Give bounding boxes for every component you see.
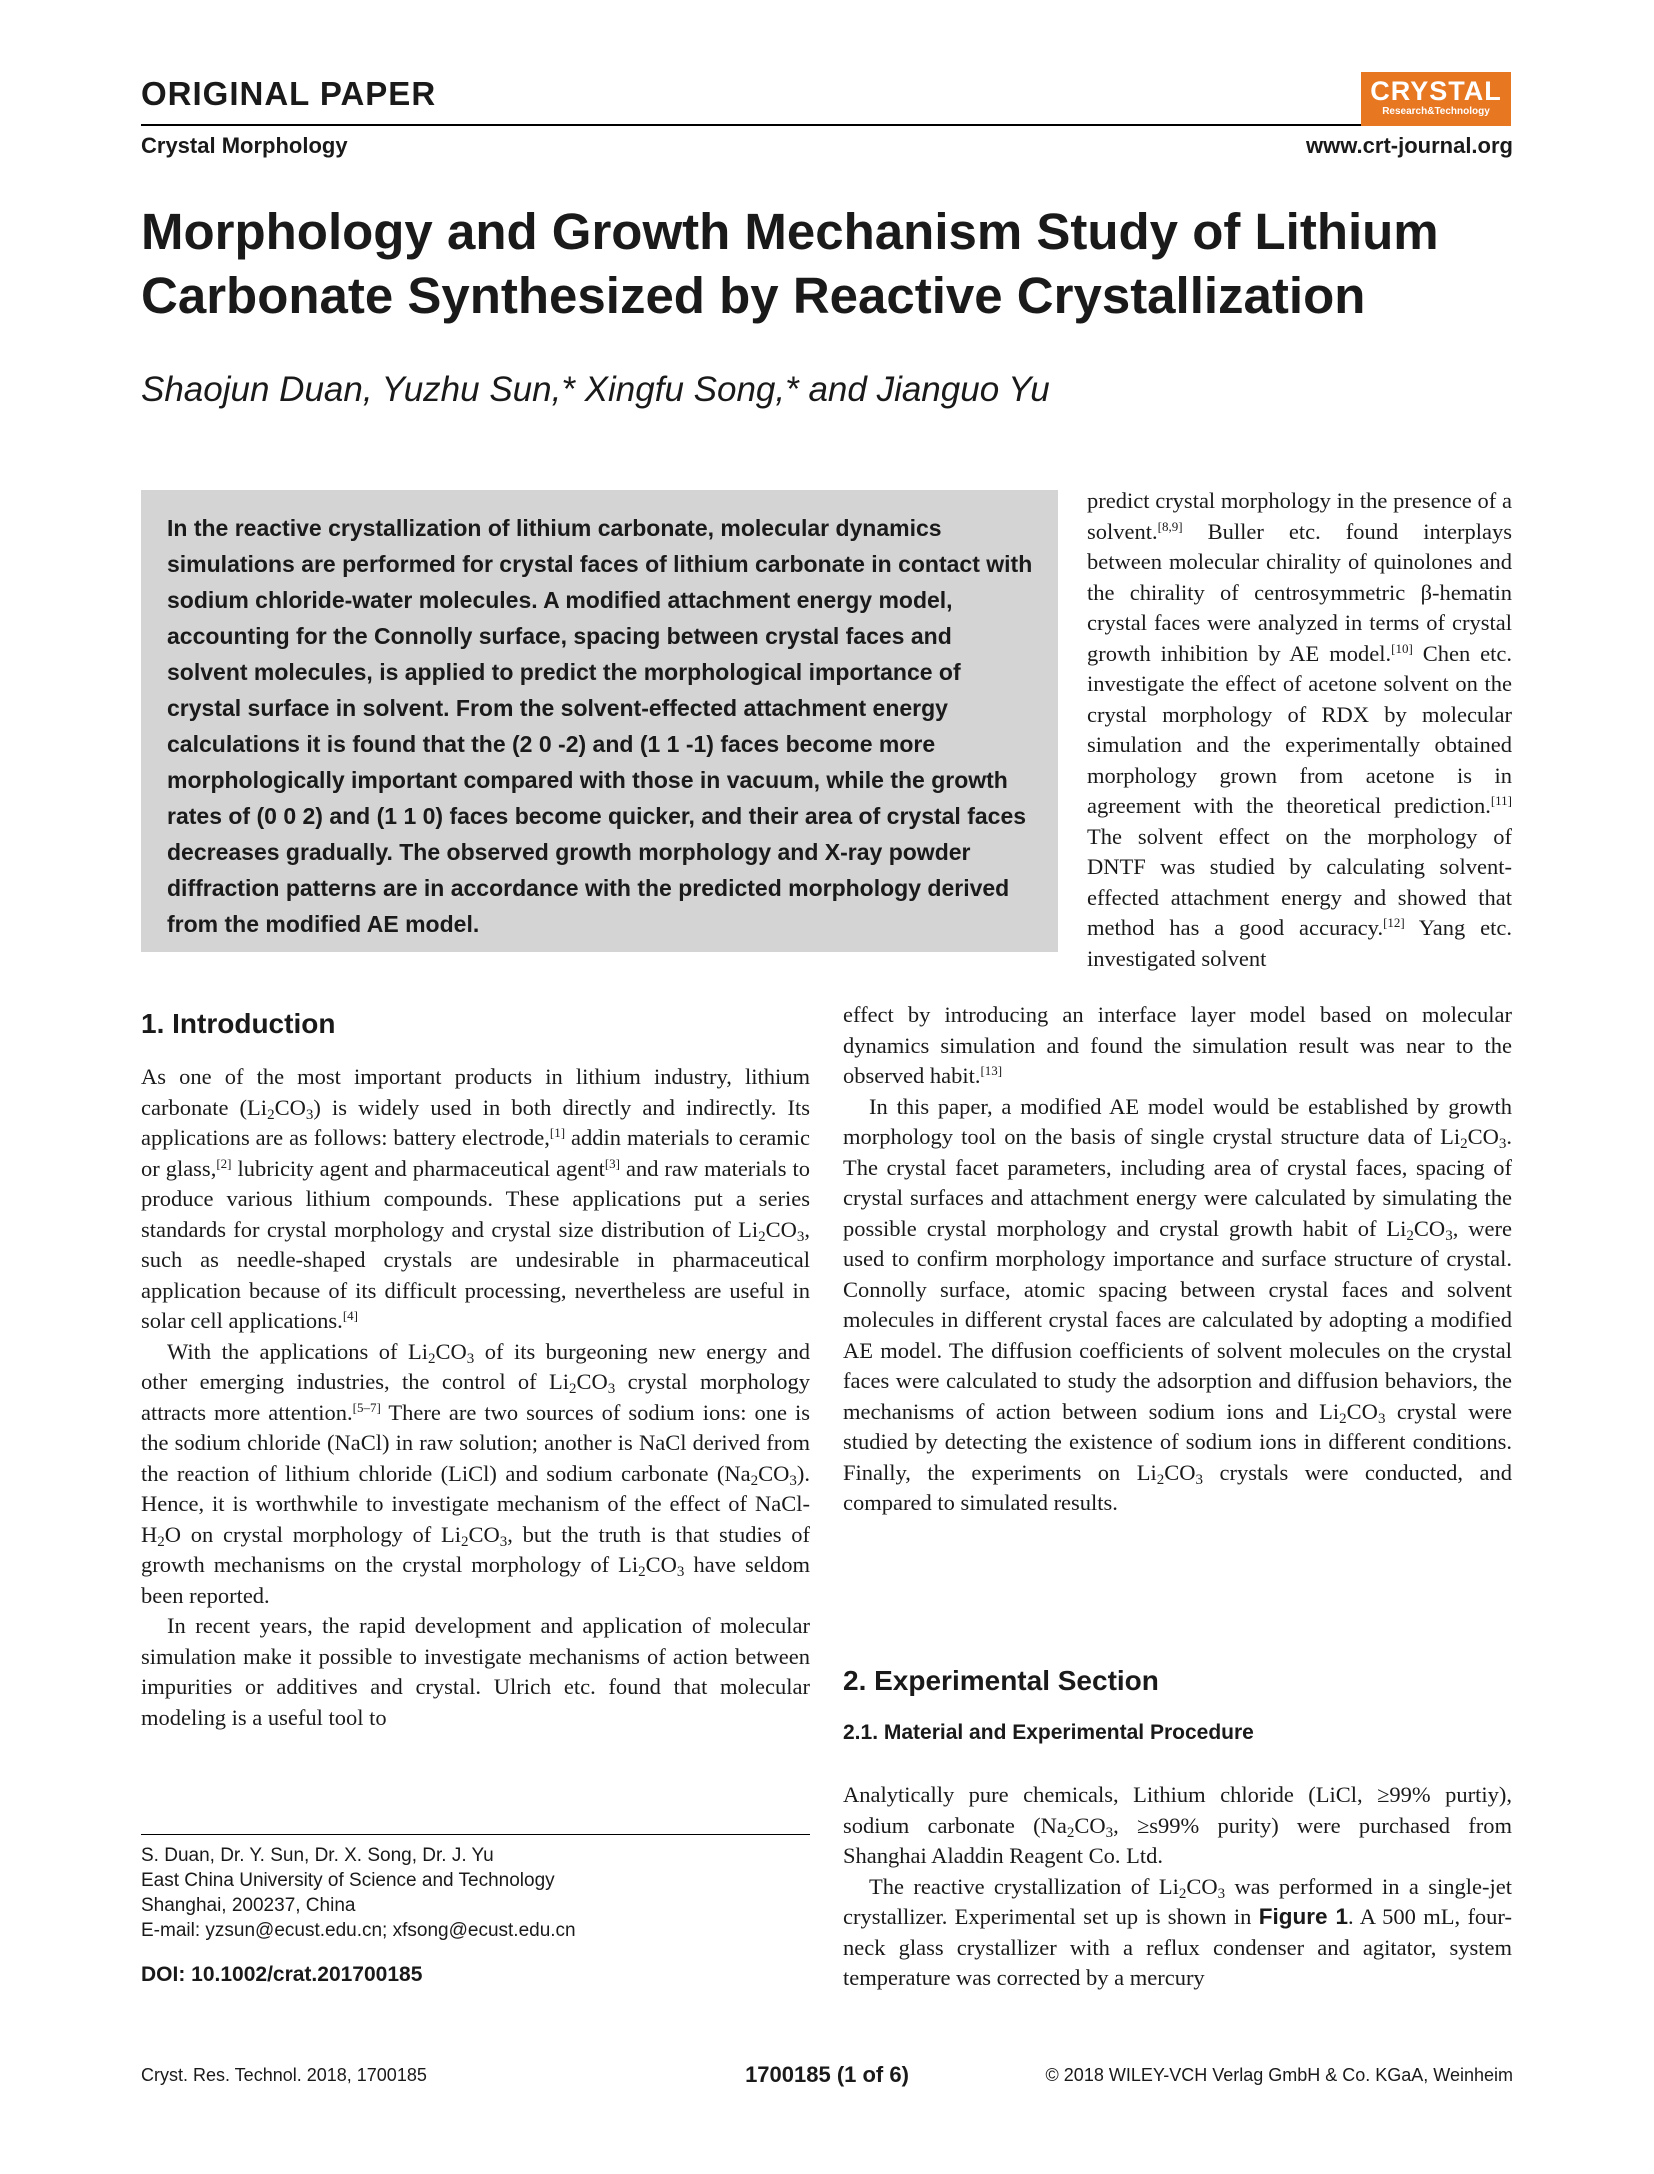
body-paragraph: In this paper, a modified AE model would be established by growth morphology tool on the basis of single crystal structure data of $Li_2CO_3$. The crystal facet parameters, including area of crystal faces, spacing of crystal surfaces and attachment energy were calculated by simulating the possible crystal morphology and crystal growth habit of $Li_2CO_3$, were used to confirm morphology importance and surface structure of crystal. Connolly surface, atomic spacing between crystal faces and solvent molecules in different crystal faces are calculated by adopting a modified AE model. The diffusion coefficients of solvent molecules on the crystal faces were calculated to study the adsorption and diffusion behaviors, the mechanisms of action between sodium ions and $Li_2CO_3$ crystal were studied by detecting the existence of sodium ions in different conditions. Finally, the experiments on $Li_2CO_3$ crystals were conducted, and compared to simulated results.	[843, 1093, 1512, 1515]
footnote-rule	[141, 1834, 810, 1835]
right-column-main	[843, 1000, 1512, 1519]
journal-website: www.crt-journal.org	[1306, 133, 1513, 158]
body-paragraph: The reactive crystallization of $Li_2CO_3$ was performed in a single-jet crystallizer. Experimental set up is shown in Figure 1. A 500 mL, four-neck glass crystallizer with a reflux condenser and agitator, system temperature was corrected by a mercury	[843, 1873, 1512, 1990]
subsection-heading: 2.1. Material and Experimental Procedure	[843, 1721, 1254, 1744]
article-type-label: ORIGINAL PAPER	[141, 75, 437, 112]
doi-link[interactable]: DOI: 10.1002/crat.201700185	[141, 1963, 423, 1986]
section-heading-experimental: 2. Experimental Section	[843, 1665, 1159, 1696]
body-paragraph: predict crystal morphology in the presence of a solvent.[8,9] Buller etc. found interplays between molecular chirality of quinolones and the chirality of centrosymmetric β-hematin crystal faces were analyzed in terms of crystal growth inhibition by AE model.[10] Chen etc. investigate the effect of acetone solvent on the crystal morphology of RDX by molecular simulation and the experimentally obtained morphology grown from acetone is in agreement with the theoretical prediction.[11] The solvent effect on the morphology of DNTF was studied by calculating solvent-effected attachment energy and showed that method has a good accuracy.[12] Yang etc. investigated solvent	[1087, 488, 1513, 971]
left-column-body	[141, 1062, 810, 1733]
figure-reference[interactable]: Figure 1	[1258, 1904, 1349, 1929]
footnote-affiliation: East China University of Science and Technology	[141, 1870, 555, 1891]
body-paragraph: With the applications of $Li_2CO_3$ of its burgeoning new energy and other emerging industries, the control of $Li_2CO_3$ crystal morphology attracts more attention.[5–7] There are two sources of sodium ions: one is the sodium chloride (NaCl) in raw solution; another is NaCl derived from the reaction of lithium chloride (LiCl) and sodium carbonate $(Na_2CO_3)$. Hence, it is worthwhile to investigate mechanism of the effect of NaCl-$H_2O$ on crystal morphology of $Li_2CO_3$, but the truth is that studies of growth mechanisms on the crystal morphology of $Li_2CO_3$ have seldom been reported.	[141, 1338, 811, 1608]
subject-label: Crystal Morphology	[141, 133, 348, 158]
paper-title: Morphology and Growth Mechanism Study of Lithium Carbonate Synthesized by Reactive Crystallization	[141, 203, 1439, 324]
journal-logo	[1361, 72, 1511, 126]
section-heading-introduction: 1. Introduction	[141, 1008, 336, 1039]
logo-main-text: CRYSTAL	[1370, 76, 1502, 106]
author-footnote	[141, 1843, 576, 1943]
body-paragraph: In recent years, the rapid development and application of molecular simulation make it possible to investigate mechanisms of action between impurities or additives and crystal. Ulrich etc. found that molecular modeling is a useful tool to	[141, 1613, 810, 1730]
body-paragraph: effect by introducing an interface layer model based on molecular dynamics simulation and found the simulation result was near to the observed habit.[13]	[843, 1002, 1512, 1088]
author-list: Shaojun Duan, Yuzhu Sun,* Xingfu Song,* and Jianguo Yu	[141, 370, 1050, 409]
body-paragraph: Analytically pure chemicals, Lithium chloride (LiCl, ≥99% purtiy), sodium carbonate ($Na_2CO_3$, ≥s99% purity) were purchased from Shanghai Aladdin Reagent Co. Ltd.	[843, 1782, 1512, 1868]
experimental-body	[843, 1780, 1512, 1994]
abstract-box: In the reactive crystallization of lithium carbonate, molecular dynamics simulations are performed for crystal faces of lithium carbonate in contact with sodium chloride-water molecules. A modified attachment energy model, accounting for the Connolly surface, spacing between crystal faces and solvent molecules, is applied to predict the morphological importance of crystal surface in solvent. From the solvent-effected attachment energy calculations it is found that the (2 0 -2) and (1 1 -1) faces become more morphologically important compared with those in vacuum, while the growth rates of (0 0 2) and (1 1 0) faces become quicker, and their area of crystal faces decreases gradually. The observed growth morphology and X-ray powder diffraction patterns are in accordance with the predicted morphology derived from the modified AE model.	[141, 490, 1058, 952]
body-paragraph: As one of the most important products in lithium industry, lithium carbonate $(Li_2CO_3)$ is widely used in both directly and indirectly. Its applications are as follows: battery electrode,[1] addin materials to ceramic or glass,[2] lubricity agent and pharmaceutical agent[3] and raw materials to produce various lithium compounds. These applications put a series standards for crystal morphology and crystal size distribution of $Li_2CO_3$, such as needle-shaped crystals are undesirable in pharmaceutical application because of its difficult processing, nevertheless are useful in solar cell applications.[4]	[141, 1064, 810, 1333]
footnote-names: S. Duan, Dr. Y. Sun, Dr. X. Song, Dr. J. Yu	[141, 1845, 494, 1866]
right-column-top	[1087, 486, 1512, 974]
footer-page-number: 1700185 (1 of 6)	[745, 2062, 909, 2087]
footnote-city: Shanghai, 200237, China	[141, 1895, 356, 1916]
footer-copyright: © 2018 WILEY-VCH Verlag GmbH & Co. KGaA, Weinheim	[1045, 2065, 1513, 2085]
logo-sub-text: Research&Technology	[1382, 106, 1490, 117]
footnote-email[interactable]: E-mail: yzsun@ecust.edu.cn; xfsong@ecust.edu.cn	[141, 1920, 576, 1941]
header-rule	[141, 124, 1361, 126]
footer-journal: Cryst. Res. Technol. 2018, 1700185	[141, 2065, 427, 2085]
